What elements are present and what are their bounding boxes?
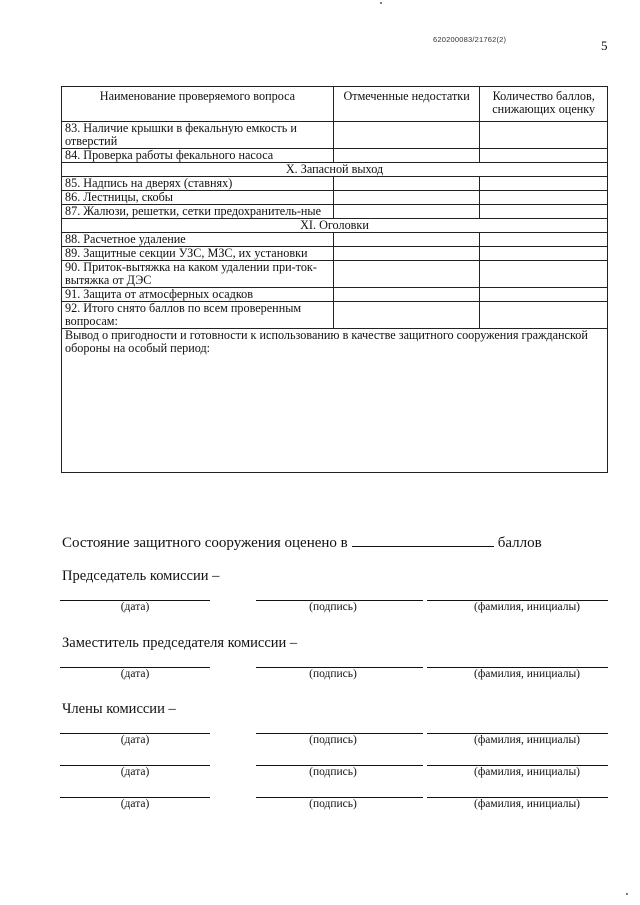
column-header-question: Наименование проверяемого вопроса <box>62 87 334 122</box>
defects-cell <box>333 122 480 149</box>
question-cell: 88. Расчетное удаление <box>62 233 334 247</box>
scan-speck <box>626 893 628 895</box>
members-label: Члены комиссии – <box>62 701 176 717</box>
table-row <box>62 122 608 149</box>
question-cell: 84. Проверка работы фекального насоса <box>62 149 334 163</box>
defects-cell <box>333 177 480 191</box>
total-label: 92. Итого снято баллов по всем проверенным вопросам: <box>62 302 334 329</box>
table-row <box>62 205 608 219</box>
points-cell <box>480 122 608 149</box>
question-cell: 85. Надпись на дверях (ставнях) <box>62 177 334 191</box>
table-header-row <box>62 87 608 122</box>
defects-cell <box>333 302 480 329</box>
caption-signature: (подпись) <box>309 798 357 810</box>
defects-cell <box>333 149 480 163</box>
signature-row-chairman <box>0 600 640 620</box>
defects-cell <box>333 205 480 219</box>
caption-name: (фамилия, инициалы) <box>473 734 581 746</box>
column-header-defects: Отмеченные недостатки <box>333 87 480 122</box>
question-cell: 91. Защита от атмосферных осадков <box>62 288 334 302</box>
caption-date: (дата) <box>120 668 150 680</box>
caption-name: (фамилия, инициалы) <box>473 601 581 613</box>
score-blank-field[interactable] <box>352 532 494 547</box>
total-row <box>62 302 608 329</box>
signature-row-member-1 <box>0 733 640 753</box>
caption-date: (дата) <box>120 734 150 746</box>
table-row <box>62 191 608 205</box>
section-title-emergency-exit: Х. Запасной выход <box>62 163 608 177</box>
points-cell <box>480 233 608 247</box>
caption-date: (дата) <box>120 601 150 613</box>
signature-row-member-3 <box>0 797 640 817</box>
table-row <box>62 247 608 261</box>
caption-signature: (подпись) <box>309 601 357 613</box>
deputy-chairman-label: Заместитель председателя комиссии – <box>62 635 298 651</box>
caption-date: (дата) <box>120 798 150 810</box>
table-row <box>62 233 608 247</box>
page-number: 5 <box>601 38 608 53</box>
section-row <box>62 219 608 233</box>
inspection-table <box>61 86 608 473</box>
points-cell <box>480 261 608 288</box>
signature-row-member-2 <box>0 765 640 785</box>
caption-name: (фамилия, инициалы) <box>473 668 581 680</box>
points-cell <box>480 247 608 261</box>
points-cell <box>480 149 608 163</box>
caption-signature: (подпись) <box>309 668 357 680</box>
points-cell <box>480 205 608 219</box>
caption-name: (фамилия, инициалы) <box>473 798 581 810</box>
question-cell: 90. Приток-вытяжка на каком удалении при-ток-вытяжка от ДЭС <box>62 261 334 288</box>
points-cell <box>480 191 608 205</box>
question-cell: 86. Лестницы, скобы <box>62 191 334 205</box>
column-header-points: Количество баллов, снижающих оценку <box>480 87 608 122</box>
table-row <box>62 177 608 191</box>
caption-signature: (подпись) <box>309 766 357 778</box>
signature-row-deputy <box>0 667 640 687</box>
defects-cell <box>333 288 480 302</box>
document-id: 620200083/21762(2) <box>433 35 507 44</box>
table-row <box>62 288 608 302</box>
table-row <box>62 149 608 163</box>
chairman-label: Председатель комиссии – <box>62 568 220 584</box>
table-row <box>62 261 608 288</box>
conclusion-row <box>62 329 608 473</box>
points-cell <box>480 302 608 329</box>
defects-cell <box>333 191 480 205</box>
caption-date: (дата) <box>120 766 150 778</box>
section-title-headings: XI. Оголовки <box>62 219 608 233</box>
question-cell: 87. Жалюзи, решетки, сетки предохранитель-ные <box>62 205 334 219</box>
question-cell: 83. Наличие крышки в фекальную емкость и отверстий <box>62 122 334 149</box>
defects-cell <box>333 261 480 288</box>
section-row <box>62 163 608 177</box>
conclusion-text: Вывод о пригодности и готовности к использованию в качестве защитного сооружения гражданской обороны на особый период: <box>62 329 608 473</box>
assessment-statement <box>62 532 542 552</box>
scan-speck <box>380 2 382 4</box>
question-cell: 89. Защитные секции УЗС, МЗС, их установки <box>62 247 334 261</box>
caption-name: (фамилия, инициалы) <box>473 766 581 778</box>
assessment-suffix: баллов <box>497 535 542 551</box>
points-cell <box>480 177 608 191</box>
assessment-prefix: Состояние защитного сооружения оценено в <box>62 535 348 551</box>
defects-cell <box>333 233 480 247</box>
points-cell <box>480 288 608 302</box>
caption-signature: (подпись) <box>309 734 357 746</box>
defects-cell <box>333 247 480 261</box>
